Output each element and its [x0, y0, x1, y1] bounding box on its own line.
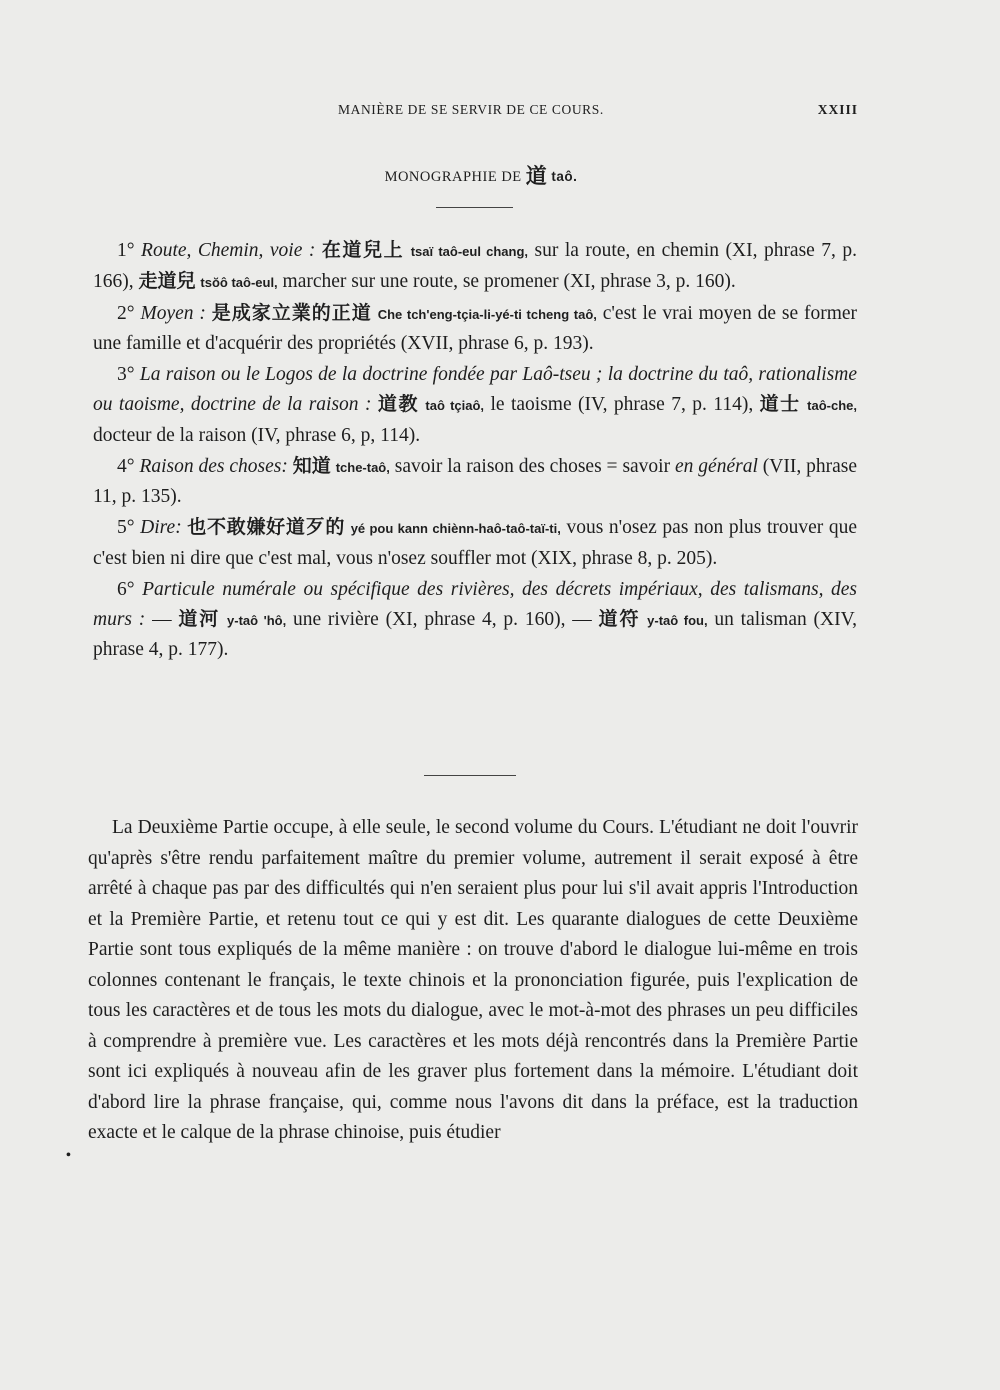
definition-number: 2°: [117, 302, 135, 324]
definition-text: le taoisme (IV, phrase 7, p. 114),: [490, 393, 754, 415]
romanization: y-taô fou,: [647, 612, 708, 628]
definition-text: un talisman (XIV, phrase 4, p. 177).: [93, 608, 858, 661]
definition-text: (VII, phrase 11, p. 135).: [93, 455, 857, 508]
margin-mark: •: [66, 1148, 71, 1163]
bottom-divider: [424, 775, 516, 776]
definition-heading: Dire:: [140, 517, 182, 539]
running-title: MANIÈRE DE SE SERVIR DE CE COURS.: [338, 102, 604, 117]
definition-number: 3°: [117, 364, 135, 386]
definition-heading: Moyen :: [140, 302, 206, 324]
italic-text: en général: [675, 455, 758, 477]
definition-heading: Route, Chemin, voie :: [141, 240, 316, 261]
romanization: taô-che,: [807, 397, 857, 413]
definition-text: —: [152, 608, 172, 630]
definition-text: c'est le vrai moyen de se former une famille et d'acquérir des propriétés (XVII, phrase 6, p. 193).: [93, 302, 858, 355]
definition-item: [93, 575, 857, 665]
romanization: taô tçiaô,: [425, 397, 485, 413]
monograph-heading: [0, 160, 962, 190]
monograph-label: MONOGRAPHIE DE: [384, 169, 522, 185]
romanization: tsŏô taô-eul,: [200, 274, 278, 290]
definition-heading: Raison des choses:: [139, 455, 288, 477]
chinese-characters: 道符: [598, 607, 641, 630]
chinese-characters: 道士: [759, 392, 801, 415]
body-paragraph: La Deuxième Partie occupe, à elle seule, le second volume du Cours. L'étudiant ne doit l'ouvrir qu'après s'être rendu parfaitement maître du premier volume, autrement il serait exposé à être arrêté à chaque pas par des difficultés qui n'en seraient plus pour lui s'il avait appris l'Introduction et la Première Partie, et retenu tout ce qui y est dit. Les quarante dialogues de cette Deuxième Partie sont tous expliqués de la même manière : on trouve d'abord le dialogue lui-même en trois colonnes contenant le français, le texte chinois et la prononciation figurée, puis l'explication de tous les caractères et de tous les mots du dialogue, avec le mot-à-mot des phrases un peu difficiles à comprendre à première vue. Les caractères et les mots déjà rencontrés dans la Première Partie sont ici expliqués à nouveau afin de les graver plus fortement dans la mémoire. L'étudiant doit d'abord lire la phrase française, qui, comme nous l'avons dit dans la préface, est la traduction exacte et le calque de la phrase chinoise, puis étudier: [88, 817, 858, 1143]
definition-number: 5°: [117, 517, 135, 539]
definition-item: [93, 513, 857, 574]
definition-text: une rivière (XI, phrase 4, p. 160), —: [292, 608, 592, 630]
chinese-characters: 也不敢嫌好道歹的: [187, 516, 346, 539]
definition-item: [93, 236, 857, 298]
romanization: y-taô 'hô,: [227, 612, 287, 628]
romanization: tche-taô,: [335, 459, 390, 475]
definition-text: marcher sur une route, se promener (XI, phrase 3, p. 160).: [282, 270, 736, 292]
definition-item: [93, 452, 857, 513]
page-number: XXIII: [817, 102, 858, 117]
chinese-characters: 知道: [292, 454, 331, 477]
definition-text: sur la route, en chemin (XI, phrase 7, p. 166),: [93, 240, 858, 292]
definition-heading: La raison ou le Logos de la doctrine fondée par Laô-tseu ; la doctrine du taô, rationalisme ou taoisme, doctrine de la raison :: [93, 364, 858, 415]
definition-heading: Particule numérale ou spécifique des rivières, des décrets impériaux, des talismans, des murs :: [93, 578, 857, 630]
romanization: yé pou kann chiènn-haô-taô-taï-ti,: [350, 521, 561, 537]
monograph-character: 道: [525, 164, 548, 188]
definition-text: docteur de la raison (IV, phrase 6, p, 114).: [93, 424, 421, 446]
definitions-list: [93, 236, 857, 666]
chinese-characters: 在道兒上: [321, 239, 405, 261]
definition-number: 6°: [117, 578, 135, 600]
chinese-characters: 是成家立業的正道: [211, 301, 372, 324]
monograph-romanization: taô.: [551, 169, 578, 184]
running-head: [0, 102, 1000, 126]
chinese-characters: 道河: [178, 607, 221, 630]
chinese-characters: 道教: [377, 392, 419, 415]
definition-item: [93, 299, 857, 360]
chinese-characters: 走道兒: [138, 269, 196, 292]
definition-text: savoir la raison des choses = savoir: [394, 455, 671, 477]
definition-text: vous n'osez pas non plus trouver que c'est bien ni dire que c'est mal, vous n'osez souffler mot (XIX, phrase 8, p. 205).: [93, 517, 858, 569]
body-text-block: [88, 813, 858, 1149]
definition-item: [93, 360, 857, 450]
definition-number: 4°: [117, 455, 135, 477]
romanization: Che tch'eng-tçia-li-yé-ti tcheng taô,: [377, 306, 597, 322]
definition-number: 1°: [117, 240, 135, 261]
top-divider: [436, 207, 513, 208]
romanization: tsaï taô-eul chang,: [410, 244, 529, 259]
